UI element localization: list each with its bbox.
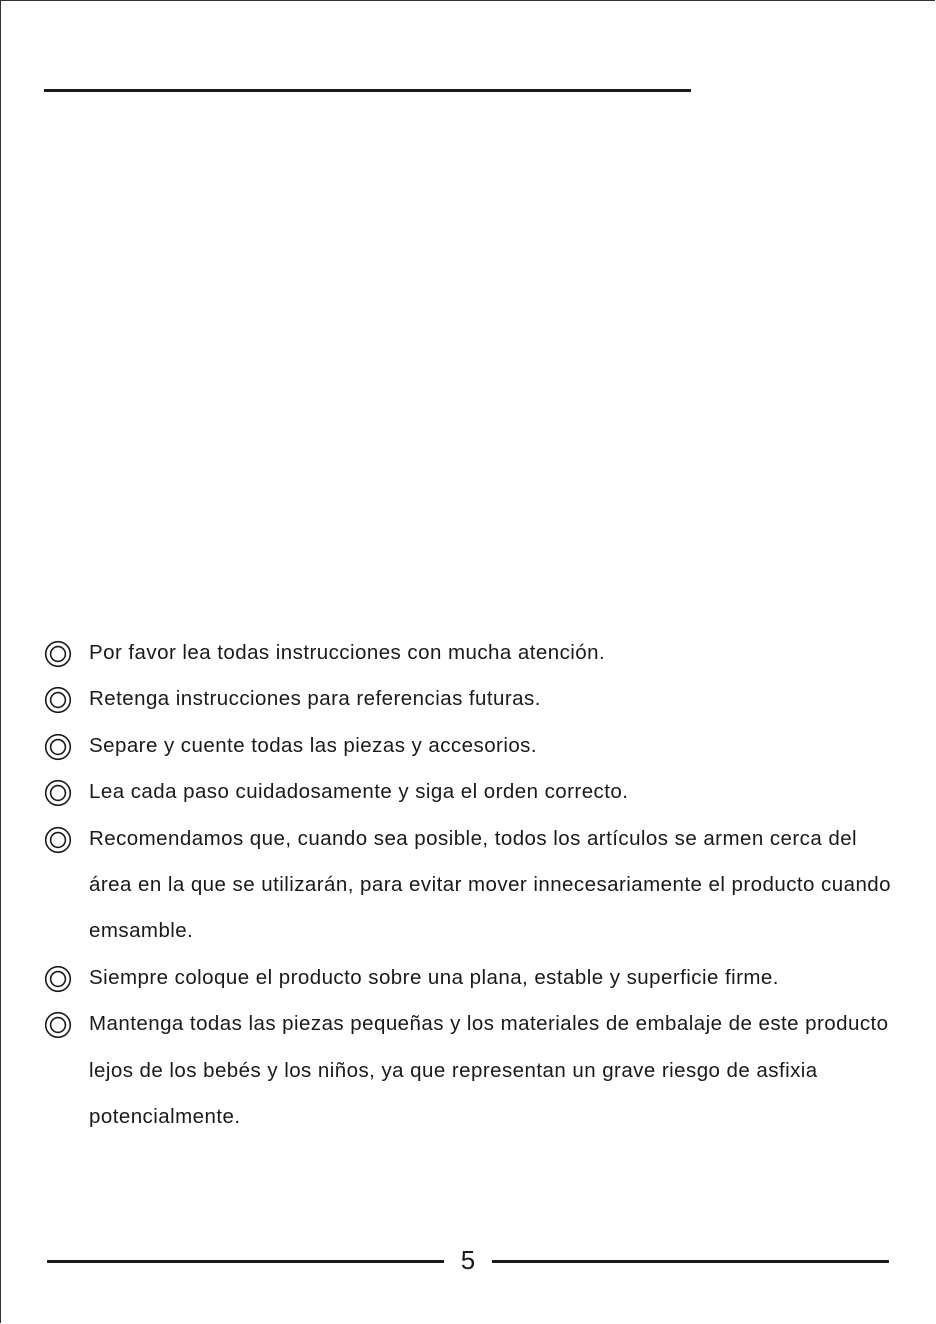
double-circle-icon (44, 733, 72, 761)
instruction-text: Siempre coloque el producto sobre una plana, estable y superficie firme. (89, 965, 779, 989)
instruction-text: Mantenga todas las piezas pequeñas y los materiales de embalaje de este producto lejos de los bebés y los niños, ya que representan un grave riesgo de asfixia potencialmente. (89, 1012, 889, 1129)
double-circle-icon (44, 965, 72, 993)
double-circle-icon (44, 1011, 72, 1039)
footer-divider-left (47, 1260, 444, 1263)
instruction-item (42, 1001, 902, 1140)
instruction-item (42, 816, 902, 955)
instruction-text: Retenga instrucciones para referencias futuras. (89, 687, 541, 711)
header-divider (44, 89, 691, 92)
instruction-item (42, 630, 902, 676)
double-circle-icon (44, 826, 72, 854)
double-circle-icon (44, 686, 72, 714)
instruction-list (42, 630, 902, 1140)
footer-divider-right (492, 1260, 889, 1263)
instruction-item (42, 676, 902, 722)
instruction-text: Lea cada paso cuidadosamente y siga el orden correcto. (89, 780, 629, 804)
instruction-item (42, 769, 902, 815)
instruction-text: Separe y cuente todas las piezas y accesorios. (89, 733, 538, 757)
instruction-text: Por favor lea todas instrucciones con mucha atención. (89, 641, 606, 664)
instruction-item (42, 723, 902, 769)
instruction-text: Recomendamos que, cuando sea posible, todos los artículos se armen cerca del área en la que se utilizarán, para evitar mover innecesariamente el producto cuando emsamble. (89, 826, 891, 943)
double-circle-icon (44, 779, 72, 807)
instruction-item (42, 955, 902, 1001)
page-number: 5 (460, 1245, 476, 1275)
double-circle-icon (44, 640, 72, 668)
